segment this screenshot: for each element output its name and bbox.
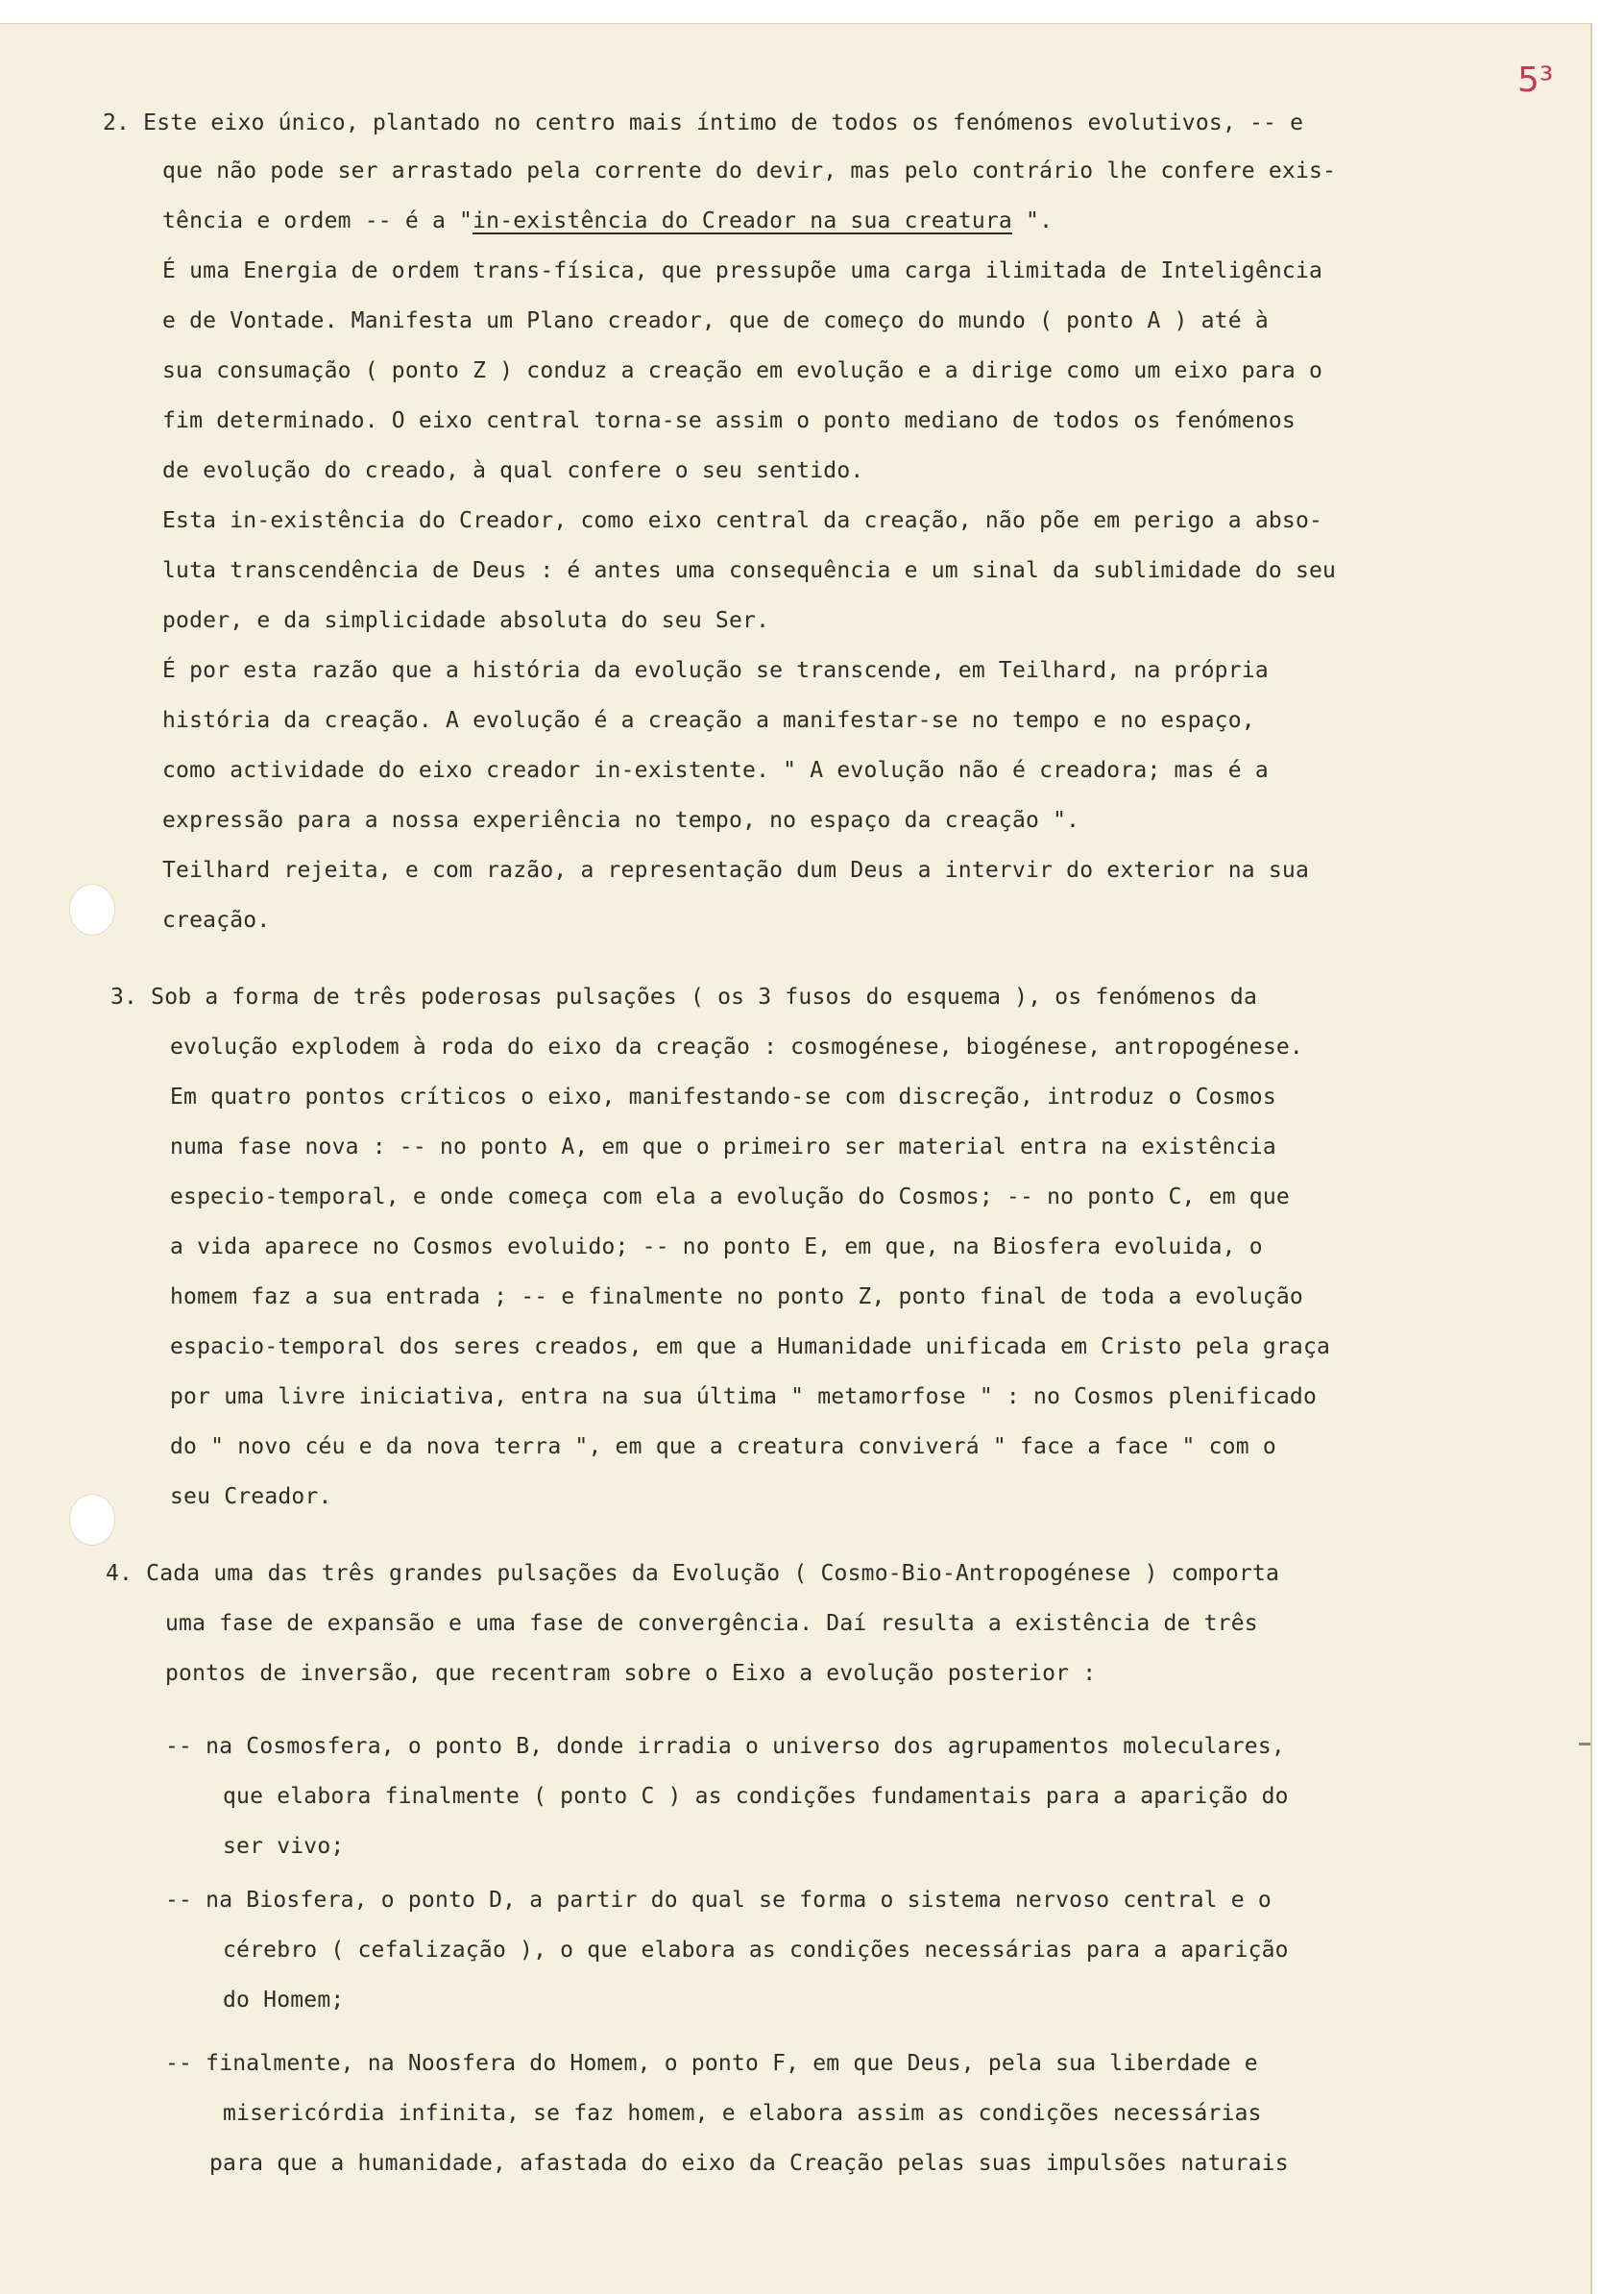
text-line: como actividade do eixo creador in-existente. " A evolução não é creadora; mas é a [162, 758, 1269, 783]
text-line: do Homem; [223, 1988, 345, 2013]
text-line: ser vivo; [223, 1834, 345, 1859]
text-line: misericórdia infinita, se faz homem, e elabora assim as condições necessárias [223, 2101, 1262, 2126]
list-item: -- na Cosmosfera, o ponto B, donde irradia o universo dos agrupamentos moleculares, [165, 1734, 1285, 1759]
text-line: de evolução do creado, à qual confere o seu sentido. [162, 458, 864, 483]
text-line: uma fase de expansão e uma fase de convergência. Daí resulta a existência de três [165, 1611, 1258, 1636]
text-line: expressão para a nossa experiência no tempo, no espaço da creação ". [162, 808, 1080, 833]
text-line: especio-temporal, e onde começa com ela a evolução do Cosmos; -- no ponto C, em que [170, 1184, 1290, 1209]
text-segment: tência e ordem -- é a " [162, 208, 473, 233]
text-line: pontos de inversão, que recentram sobre o Eixo a evolução posterior : [165, 1661, 1097, 1686]
text-line: Teilhard rejeita, e com razão, a representação dum Deus a intervir do exterior na sua [162, 858, 1310, 883]
document-page [0, 23, 1592, 2294]
text-line: seu Creador. [170, 1484, 332, 1509]
text-line: 2. Este eixo único, plantado no centro mais íntimo de todos os fenómenos evolutivos, -- e [103, 110, 1304, 135]
text-line: história da creação. A evolução é a creação a manifestar-se no tempo e no espaço, [162, 708, 1255, 733]
text-line: homem faz a sua entrada ; -- e finalmente no ponto Z, ponto final de toda a evolução [170, 1284, 1303, 1309]
list-item: -- na Biosfera, o ponto D, a partir do qual se forma o sistema nervoso central e o [165, 1888, 1272, 1913]
text-line: que não pode ser arrastado pela corrente do devir, mas pelo contrário lhe confere exis- [162, 159, 1337, 183]
text-line: 3. Sob a forma de três poderosas pulsações ( os 3 fusos do esquema ), os fenómenos da [110, 985, 1258, 1010]
text-line: sua consumação ( ponto Z ) conduz a creação em evolução e a dirige como um eixo para o [162, 358, 1323, 383]
text-line: Esta in-existência do Creador, como eixo central da creação, não põe em perigo a abso- [162, 508, 1323, 533]
text-line: É uma Energia de ordem trans-física, que pressupõe uma carga ilimitada de Inteligência [162, 258, 1323, 283]
punch-hole-top [69, 884, 115, 936]
text-line: numa fase nova : -- no ponto A, em que o primeiro ser material entra na existência [170, 1135, 1276, 1159]
text-line: por uma livre iniciativa, entra na sua última " metamorfose " : no Cosmos plenificado [170, 1384, 1318, 1409]
text-line: espacio-temporal dos seres creados, em que a Humanidade unificada em Cristo pela graça [170, 1334, 1331, 1359]
underlined-phrase: in-existência do Creador na sua creatura [473, 208, 1012, 233]
text-line: É por esta razão que a história da evolução se transcende, em Teilhard, na própria [162, 658, 1269, 683]
text-line: e de Vontade. Manifesta um Plano creador, que de começo do mundo ( ponto A ) até à [162, 308, 1269, 333]
text-line: creação. [162, 908, 271, 933]
text-line: 4. Cada uma das três grandes pulsações da Evolução ( Cosmo-Bio-Antropogénese ) comporta [106, 1561, 1280, 1586]
text-line: a vida aparece no Cosmos evoluido; -- no ponto E, em que, na Biosfera evoluida, o [170, 1234, 1263, 1259]
text-line: do " novo céu e da nova terra ", em que a creatura conviverá " face a face " com o [170, 1434, 1276, 1459]
text-line: fim determinado. O eixo central torna-se assim o ponto mediano de todos os fenómenos [162, 408, 1296, 433]
list-item: -- finalmente, na Noosfera do Homem, o ponto F, em que Deus, pela sua liberdade e [165, 2051, 1258, 2076]
text-line [162, 208, 1053, 233]
text-line: para que a humanidade, afastada do eixo da Creação pelas suas impulsões naturais [209, 2151, 1289, 2176]
edge-mark [1579, 1743, 1590, 1745]
text-segment: ". [1011, 208, 1054, 233]
page-number: 5³ [1517, 61, 1554, 100]
text-line: poder, e da simplicidade absoluta do seu Ser. [162, 608, 770, 633]
text-line: cérebro ( cefalização ), o que elabora as condições necessárias para a aparição [223, 1938, 1289, 1963]
text-line: que elabora finalmente ( ponto C ) as condições fundamentais para a aparição do [223, 1784, 1289, 1809]
text-line: Em quatro pontos críticos o eixo, manifestando-se com discreção, introduz o Cosmos [170, 1085, 1276, 1110]
text-line: evolução explodem à roda do eixo da creação : cosmogénese, biogénese, antropogénese. [170, 1035, 1303, 1060]
punch-hole-bottom [69, 1494, 115, 1546]
text-line: luta transcendência de Deus : é antes uma consequência e um sinal da sublimidade do seu [162, 558, 1337, 583]
